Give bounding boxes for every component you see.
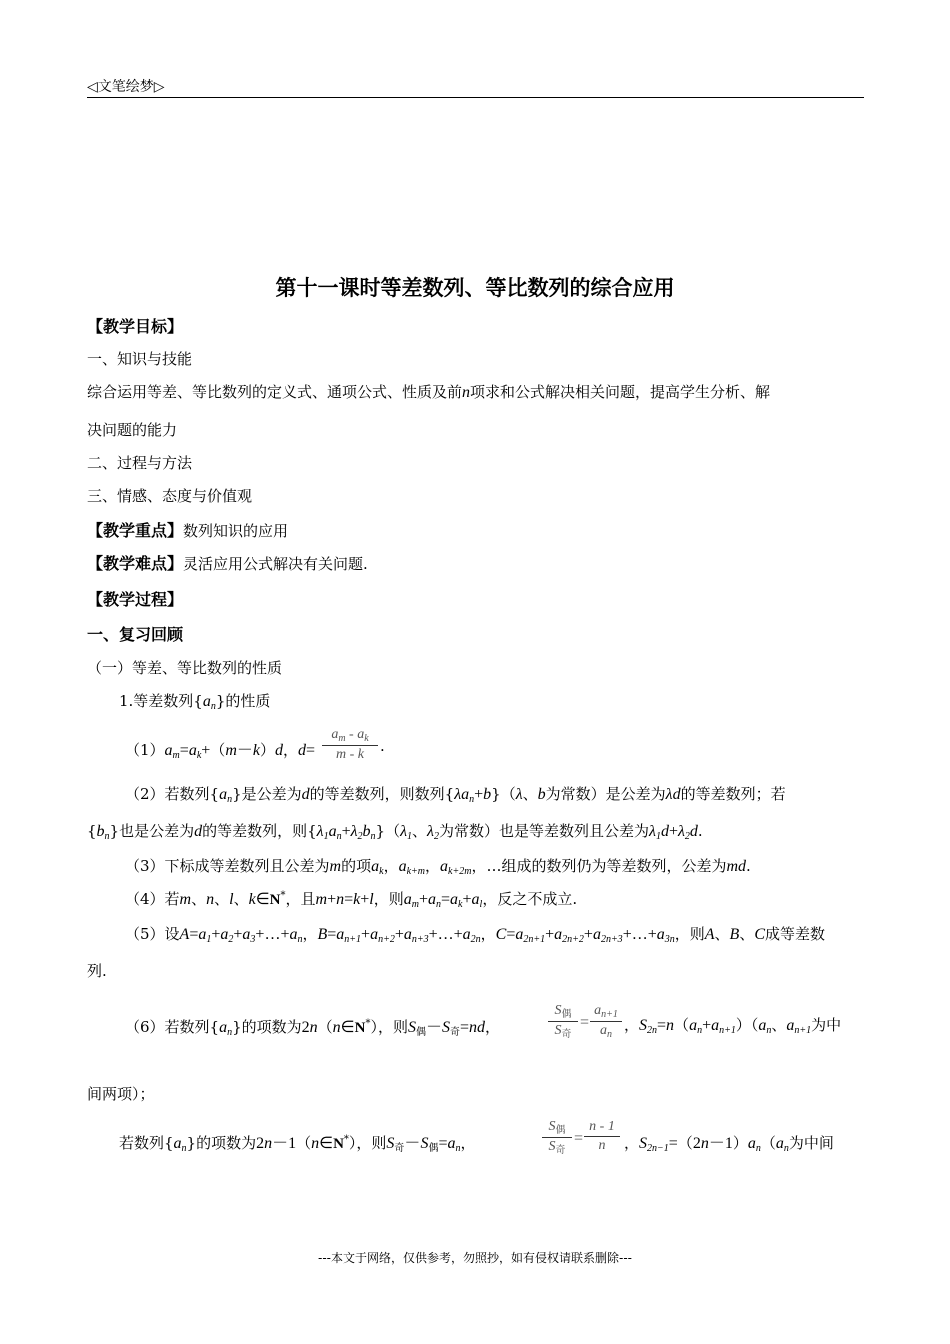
equals-2: = <box>574 1130 584 1147</box>
prop-6-cont: 间两项）； <box>87 1085 155 1103</box>
subsection-properties: （一）等差、等比数列的性质 <box>87 659 283 677</box>
prop-6-odd-tail: ，$S_{2n-1}=(2n-1)a_n(a_n$为中间 <box>624 1134 834 1154</box>
difficult-point: 【教学难点】灵活应用公式解决有关问题. <box>87 554 368 573</box>
prop-5: （5）设$A=a_1+a_2+a_3+\dots+a_n$，$B=a_{n+1}+a_{n+2}+a_{n+3}+\dots+a_{2n}$，$C=a_{2n+1}+a_{2n+2}+a_{2n+3}+\dots+a_{3n}$，则A、B、C成等差数 <box>125 925 826 945</box>
fraction-d: $a_m - a_k$ m - k <box>322 727 378 763</box>
prop-3: （3）下标成等差数列且公差为m的项$a_k$，$a_{k+m}$，$a_{k+2m}$，…组成的数列仍为等差数列，公差为md. <box>125 857 751 877</box>
key-point: 【教学重点】数列知识的应用 <box>87 521 289 540</box>
item-arith-properties: 1.等差数列$\{a_n\}$的性质 <box>119 692 271 712</box>
prop-5-cont: 列. <box>87 962 107 980</box>
process-heading: 【教学过程】 <box>87 590 184 609</box>
fraction-n: n - 1 n <box>584 1119 620 1154</box>
equals: = <box>580 1014 590 1031</box>
goal-values: 三、情感、态度与价值观 <box>87 487 253 505</box>
header-rule <box>87 97 864 98</box>
period: . <box>380 737 385 755</box>
goal-knowledge-text: 综合运用等差、等比数列的定义式、通项公式、性质及前n项求和公式解决相关问题，提高学生分析、解 <box>87 383 771 401</box>
goal-knowledge-text-cont: 决问题的能力 <box>87 421 178 439</box>
fraction-s-even-odd-2: $S_偶$ $S_奇$ <box>542 1119 572 1156</box>
prop-1: $(1)a_m=a_k+(m-k)d$，d= <box>125 741 316 761</box>
prop-6-tail: ，$S_{2n}=n(a_n+a_{n+1})(a_n$、$a_{n+1}$为中 <box>624 1016 842 1036</box>
prop-6: （6）若数列$\{a_n\}$的项数为2n（n∈N*），则$S_偶-S_奇=nd$， <box>125 1018 501 1038</box>
page-footer: ---本文于网络，仅供参考，勿照抄，如有侵权请联系删除--- <box>318 1251 632 1265</box>
prop-4: （4）若m、n、l、k∈N*，且m+n=k+l，则$a_m+a_n=a_k+a_l$，反之不成立. <box>125 890 578 910</box>
goal-process: 二、过程与方法 <box>87 454 193 472</box>
review-heading: 一、复习回顾 <box>87 625 184 644</box>
fraction-an: $a_{n+1}$ $a_n$ <box>590 1003 622 1040</box>
page-title: 第十一课时等差数列、等比数列的综合应用 <box>275 276 675 300</box>
page-header: ◁文笔绘梦▷ <box>87 79 165 95</box>
goals-heading: 【教学目标】 <box>87 317 184 336</box>
prop-6-odd: 若数列$\{a_n\}$的项数为2n－1（n∈N*），则$S_奇-S_偶=a_n$， <box>119 1134 476 1154</box>
fraction-s-even-odd: $S_偶$ $S_奇$ <box>548 1003 578 1040</box>
goal-knowledge: 一、知识与技能 <box>87 350 193 368</box>
prop-2-cont: $\{b_n\}$也是公差为d的等差数列，则$\{\lambda_1a_n+\lambda_2b_n\}(\lambda_1$、$\lambda_2$为常数）也是等差数列且公差为$\lambda_1d+\lambda_2d$. <box>87 822 703 842</box>
prop-2: （2）若数列$\{a_n\}$是公差为d的等差数列，则数列$\{\lambda a_n+b\}(\lambda$、b为常数）是公差为λd的等差数列；若 <box>125 785 786 805</box>
